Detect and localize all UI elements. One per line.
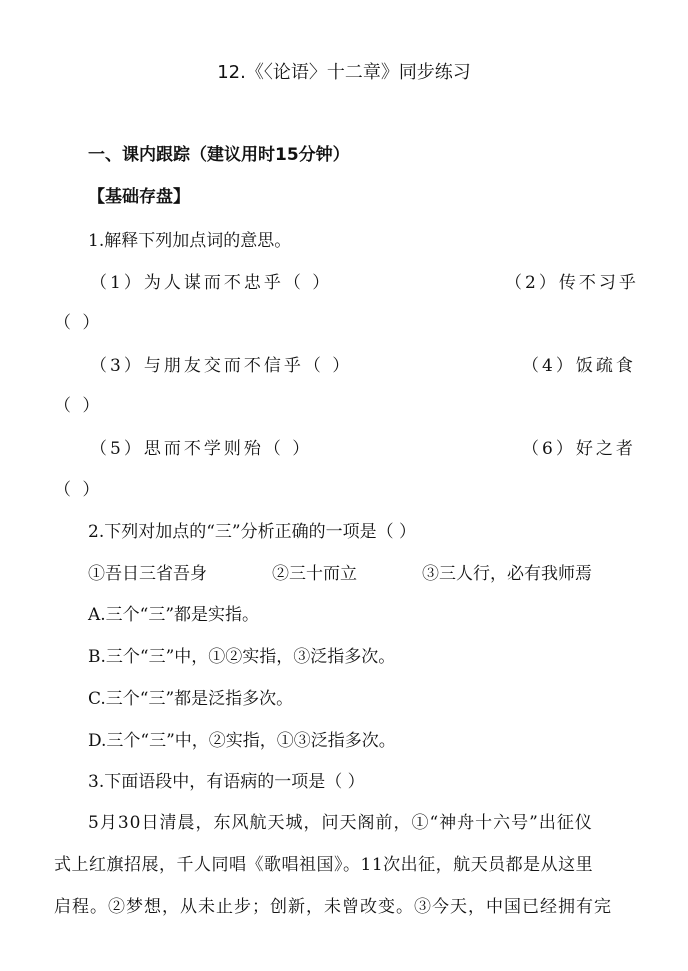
section-heading: 一、课内跟踪（建议用时15分钟）: [88, 145, 350, 165]
question-1-item-3: （3）与朋友交而不信乎（ ）: [90, 356, 353, 376]
question-1-item-4: （4）饭疏食: [522, 356, 636, 376]
question-1-item-6-answer: （ ）: [54, 480, 103, 500]
question-1-item-6: （6）好之者: [522, 439, 636, 459]
question-3-stem: 3.下面语段中，有语病的一项是（ ）: [88, 772, 365, 792]
question-2-phrase-1: ①吾日三省吾身: [88, 564, 207, 584]
question-1-item-2-answer: （ ）: [54, 313, 103, 333]
question-3-passage-line-1: 5月30日清晨，东风航天城，问天阁前，①“神舟十六号”出征仪: [88, 813, 593, 833]
question-2-stem: 2.下列对加点的“三”分析正确的一项是（ ）: [88, 522, 417, 542]
question-2-phrase-3: ③三人行，必有我师焉: [422, 564, 592, 584]
question-1-item-4-answer: （ ）: [54, 396, 103, 416]
question-3-passage-line-2: 式上红旗招展，千人同唱《歌唱祖国》。11次出征，航天员都是从这里: [54, 855, 594, 875]
question-2-option-b: B.三个“三”中，①②实指，③泛指多次。: [88, 647, 396, 667]
question-2-option-d: D.三个“三”中，②实指，①③泛指多次。: [88, 731, 396, 751]
document-title: 12.《〈论语〉十二章》同步练习: [217, 62, 471, 83]
question-1-item-2: （2）传不习乎: [505, 273, 639, 293]
question-1-stem: 1.解释下列加点词的意思。: [88, 231, 292, 251]
question-1-item-5: （5）思而不学则殆（ ）: [90, 439, 313, 459]
question-1-item-1: （1）为人谋而不忠乎（ ）: [90, 273, 333, 293]
question-2-option-a: A.三个“三”都是实指。: [88, 605, 260, 625]
subsection-heading: 【基础存盘】: [88, 187, 190, 207]
question-2-phrase-2: ②三十而立: [272, 564, 357, 584]
question-3-passage-line-3: 启程。②梦想，从未止步；创新，未曾改变。③今天，中国已经拥有完: [54, 897, 612, 917]
question-2-option-c: C.三个“三”都是泛指多次。: [88, 689, 294, 709]
